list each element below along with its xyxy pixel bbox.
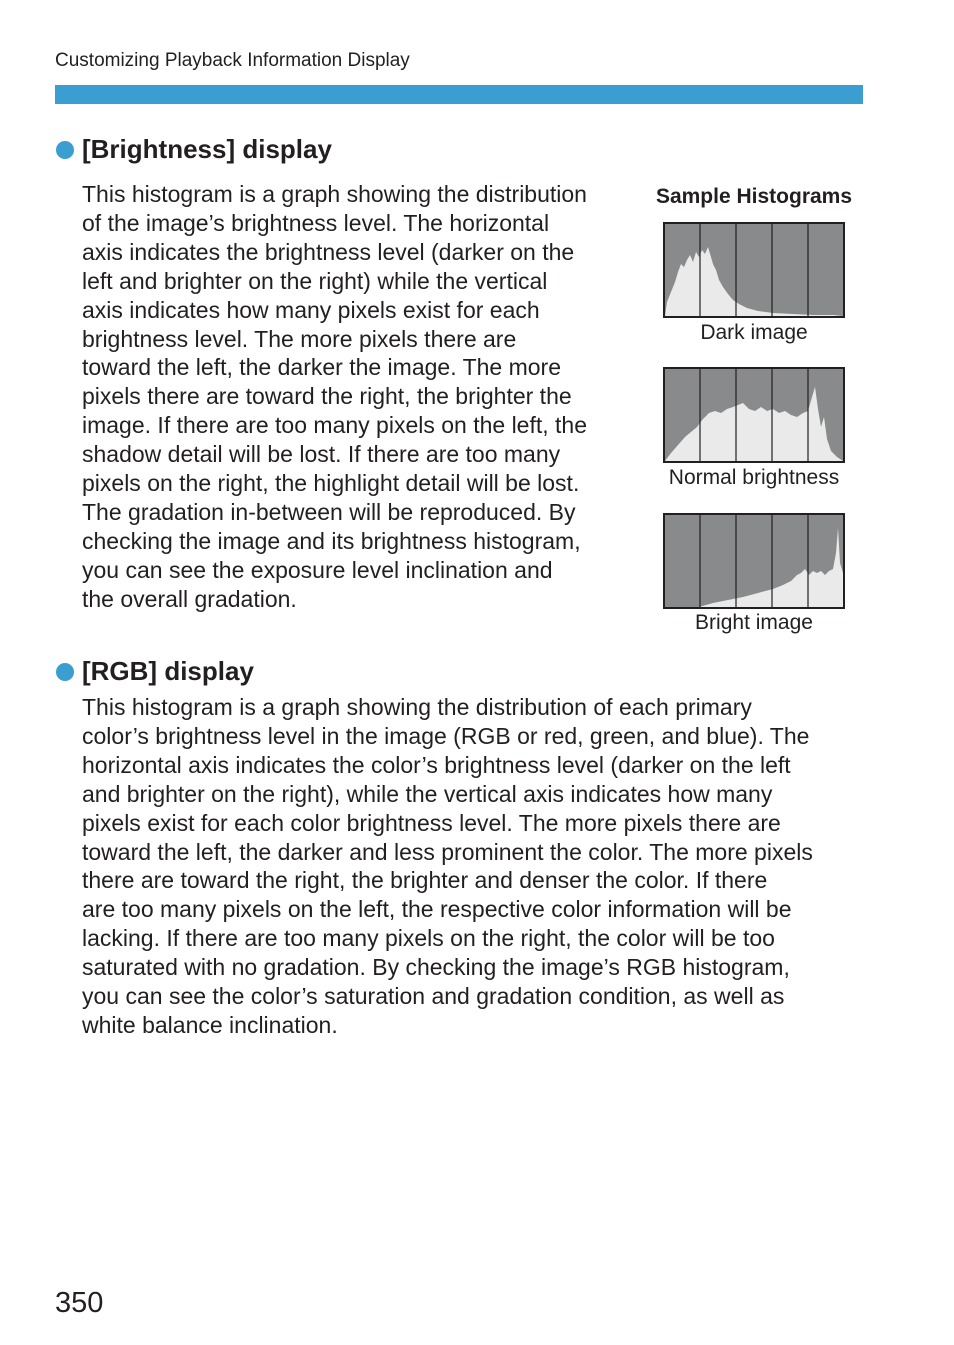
- rgb-body-text: This histogram is a graph showing the distribution of each primary color’s brightness level in the image (RGB or red, green, and blue). The horizontal axis indicates the color’s brightness level (darker on the left and brighter on the right), while the vertical axis indicates how many pixels exist for each color brightness level. The more pixels there are toward the left, the darker and less prominent the color. The more pixels there are toward the right, the brighter and denser the color. If there are too many pixels on the left, the respective color information will be lacking. If there are too many pixels on the right, the color will be too saturated with no gradation. By checking the image’s RGB histogram, you can see the color’s saturation and gradation condition, as well as white balance inclination.: [82, 694, 813, 1038]
- header-accent-bar: [55, 85, 863, 104]
- bullet-icon: [56, 141, 74, 159]
- histogram-bright: [663, 513, 845, 609]
- sample-histograms-title: Sample Histograms: [655, 185, 853, 208]
- caption-bright-image: Bright image: [695, 611, 813, 634]
- page-number: 350: [55, 1287, 104, 1319]
- rgb-heading: [RGB] display: [82, 656, 254, 686]
- caption-normal-brightness: Normal brightness: [668, 466, 840, 489]
- running-header: Customizing Playback Information Display: [55, 50, 410, 71]
- histogram-normal: [663, 367, 845, 463]
- bullet-icon: [56, 663, 74, 681]
- caption-dark-image: Dark image: [700, 321, 808, 344]
- brightness-body-text: This histogram is a graph showing the distribution of the image’s brightness level. The horizontal axis indicates the brightness level (darker on the left and brighter on the right) while the vertical axis indicates how many pixels exist for each brightness level. The more pixels there are toward the left, the darker the image. The more pixels there are toward the right, the brighter the image. If there are too many pixels on the left, the shadow detail will be lost. If there are too many pixels on the right, the highlight detail will be lost. The gradation in-between will be reproduced. By checking the image and its brightness histogram, you can see the exposure level inclination and the overall gradation.: [82, 181, 588, 612]
- brightness-heading: [Brightness] display: [82, 134, 332, 164]
- histogram-dark: [663, 222, 845, 318]
